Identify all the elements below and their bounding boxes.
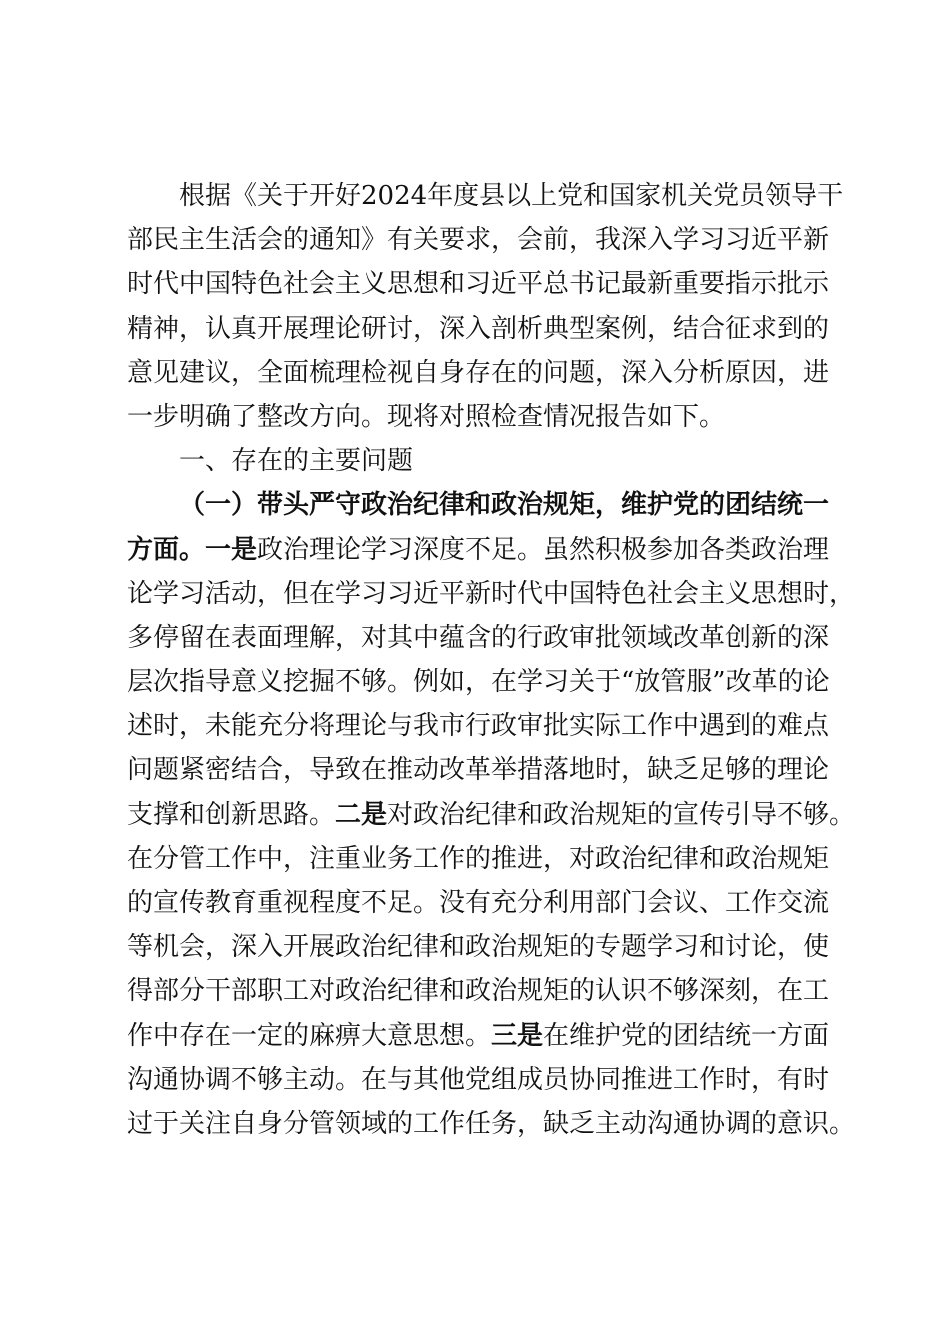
document-body (127, 174, 856, 1146)
intro-line-6: 一步明确了整改方向。现将对照检查情况报告如下。 (127, 401, 726, 432)
intro-line-4: 精神，认真开展理论研讨，深入剖析典型案例，结合征求到的 (127, 313, 830, 344)
point-2-preceding-text: 支撑和创新思路。 (127, 799, 336, 830)
intro-line-5: 意见建议，全面梳理检视自身存在的问题，深入分析原因，进 (127, 357, 830, 388)
subsection-title: （一）带头严守政治纪律和政治规矩，维护党的团结统一 (179, 490, 830, 521)
point-1-text: 政治理论学习深度不足。虽然积极参加各类政治理 (257, 534, 830, 565)
point-3-line (127, 1014, 853, 1058)
body-line: 等机会，深入开展政治纪律和政治规矩的专题学习和讨论，使 (127, 932, 830, 963)
intro-line-1: 根据《关于开好2024年度县以上党和国家机关党员领导干 (179, 181, 844, 211)
point-3-text: 在维护党的团结统一方面 (543, 1020, 830, 1051)
body-line: 在分管工作中，注重业务工作的推进，对政治纪律和政治规矩 (127, 843, 830, 874)
point-3-preceding-text: 作中存在一定的麻痹大意思想。 (127, 1020, 492, 1051)
body-line: 述时，未能充分将理论与我市行政审批实际工作中遇到的难点 (127, 711, 830, 742)
point-1-label: 一是 (205, 534, 258, 565)
body-line: 得部分干部职工对政治纪律和政治规矩的认识不够深刻，在工 (127, 976, 830, 1007)
point-2-text: 对政治纪律和政治规矩的宣传引导不够。 (387, 799, 856, 830)
body-line: 论学习活动，但在学习习近平新时代中国特色社会主义思想时， (127, 578, 856, 609)
subsection-title-continuation (127, 528, 853, 572)
body-line: 过于关注自身分管领域的工作任务，缺乏主动沟通协调的意识。 (127, 1108, 856, 1139)
subsection-title-end: 方面。 (127, 534, 206, 565)
body-line: 问题紧密结合，导致在推动改革举措落地时，缺乏足够的理论 (127, 755, 830, 786)
body-line: 沟通协调不够主动。在与其他党组成员协同推进工作时，有时 (127, 1064, 830, 1095)
intro-line-2: 部民主生活会的通知》有关要求，会前，我深入学习习近平新 (127, 225, 830, 256)
point-2-line (127, 793, 856, 837)
point-2-label: 二是 (335, 799, 388, 830)
body-line: 多停留在表面理解，对其中蕴含的行政审批领域改革创新的深 (127, 622, 830, 653)
intro-line-3: 时代中国特色社会主义思想和习近平总书记最新重要指示批示 (127, 269, 830, 300)
section-heading: 一、存在的主要问题 (179, 446, 414, 477)
body-line: 层次指导意义挖掘不够。例如，在学习关于“放管服”改革的论 (127, 667, 830, 698)
body-line: 的宣传教育重视程度不足。没有充分利用部门会议、工作交流 (127, 888, 830, 918)
point-3-label: 三是 (491, 1020, 544, 1051)
